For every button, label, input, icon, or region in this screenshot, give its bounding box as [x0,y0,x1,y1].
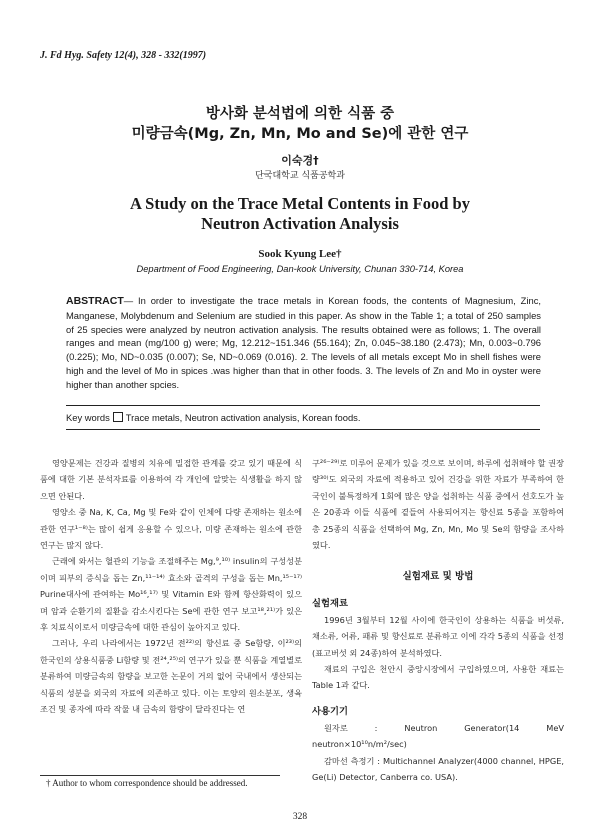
abstract-label: ABSTRACT [66,295,124,307]
abstract-text: — In order to investigate the trace metals in Korean foods, the contents of Magnesium, Zinc, Manganese, Molybdenum and Selenium are studied in this paper. As show in the Table 1; a total of 250 samples of 25 species were analyzed by neutron activation analysis. The results obtained were as follows; 1. The overall ranges and mean (mg/100 g) were; Mg, 12.212~151.346 (55.164); Zn, 0.045~38.180 (2.473); Mn, 0.003~0.796 (0.225); Mo, ND~0.035 (0.007); Se, ND~0.069 (0.016). 2. The levels of all metals except Mo in shell fishes were high and the level of Mo in spices .was higher than that in other foods. 3. The levels of Zn and Mo in oyster were higher than another spcies. [66,295,541,390]
paragraph: 영양소 중 Na, K, Ca, Mg 및 Fe와 같이 인체에 다량 존재하는 원소에 관한 연구¹⁻⁸⁾는 많이 쉽게 응용할 수 있으나, 미량 존재하는 원소에 관한 연구는 많지 않다. [40,507,302,551]
subsection-heading: 실험재료 [312,597,348,609]
footnote-rule [40,775,280,776]
paragraph: 재료의 구입은 천안시 중앙시장에서 구입하였으며, 사용한 재료는 Table 1과 같다. [312,664,564,691]
paragraph: 원자로 : Neutron Generator(14 MeV neutron×10¹⁰n/m²/sec) [312,722,564,750]
paragraph: 영양문제는 건강과 질병의 치유에 밀접한 관계를 갖고 있기 때문에 식품에 대한 기본 분석자료를 이용하여 각 개인에 알맞는 식생활을 하지 않으면 안된다. [40,458,302,501]
journal-citation: J. Fd Hyg. Safety 12(4), 328 - 332(1997) [40,50,207,61]
paragraph: 감마선 측정기 : Multichannel Analyzer(4000 channel, HPGE, Ge(Li) Detector, Canberra co. USA). [312,755,564,783]
korean-affiliation: 단국대학교 식품공학과 [255,171,345,181]
keywords [66,412,360,423]
korean-author: 이숙경† [281,154,319,167]
keywords-text: Trace metals, Neutron activation analysis, Korean foods. [125,412,361,423]
footnote: † Author to whom correspondence should be addressed. [46,778,248,788]
paragraph: 1996년 3월부터 12월 사이에 한국인이 상용하는 식품을 버섯류, 채소류, 어류, 패류 및 향신료로 분류하고 이에 각각 5종의 식품을 선정(표고버섯 외 24종)하여 분석하였다. [312,614,564,658]
paragraph: 그러나, 우리 나라에서는 1972년 전²²⁾의 향신료 중 Se함량, 이²³⁾의 한국인의 상용식품중 Li함량 및 전²⁴,²⁵⁾의 연구가 있을 뿐 식품을 계열별로 분류하여 미량금속의 함량을 보고한 논문이 거의 없어 국내에서 생산되는 식품의 성분을 외국의 자료에 의존하고 있다. 이는 토양의 원소분포, 생육조건 및 종자에 따라 작물 내 금속의 함량이 달라진다는 연 [40,638,302,715]
abstract [66,294,541,392]
english-title-line-2: Neutron Activation Analysis [201,214,399,233]
keywords-label: Key words [66,412,110,423]
subsection-heading: 사용기기 [312,705,348,717]
paragraph: 구²⁶⁻²⁹⁾로 미루어 문제가 있을 것으로 보이며, 하루에 섭취해야 할 권장량³⁰⁾도 외국의 자료에 적용하고 있어 건강을 위한 자료가 부족하여 한국인이 불특정하게 1회에 많은 양을 섭취하는 식품 중에서 선호도가 높은 20종과 이들 식품에 곁들여 사용되어지는 향신료 5종을 포함하여 총 25종의 식품을 선택하여 Mg, Zn, Mn, Mo 및 Se의 함량을 조사하였다. [312,458,564,551]
section-heading: 실험재료 및 방법 [402,571,474,583]
korean-title-line-1: 방사화 분석법에 의한 식품 중 [205,106,395,122]
body-column-left [40,455,302,718]
keywords-divider-top [66,405,540,406]
english-title-line-1: A Study on the Trace Metal Contents in Food by [130,194,470,213]
korean-title-line-2: 미량금속(Mg, Zn, Mn, Mo and Se)에 관한 연구 [131,126,469,142]
page-number: 328 [292,812,308,822]
checkbox-icon [113,412,123,422]
body-column-right [312,455,564,786]
english-affiliation: Department of Food Engineering, Dan-kook University, Chunan 330-714, Korea [136,264,464,274]
english-author: Sook Kyung Lee† [258,248,342,260]
keywords-divider-bottom [66,429,540,430]
paragraph: 근래에 와서는 혈관의 기능을 조절해주는 Mg,⁹,¹⁰⁾ insulin의 구성성분이며 피부의 증식을 돕는 Zn,¹¹⁻¹⁴⁾ 효소와 골격의 구성을 돕는 Mn,¹⁵⁻¹⁷⁾ Purine대사에 관여하는 Mo¹⁶,¹⁷⁾ 및 Vitamin E와 함께 항산화력이 있으며 암과 순환기의 질환을 감소시킨다는 Se에 관한 연구 보고¹⁸,²¹⁾가 있은 후 치료식이로서 미량금속에 대한 관심이 높아지고 있다. [40,556,302,633]
